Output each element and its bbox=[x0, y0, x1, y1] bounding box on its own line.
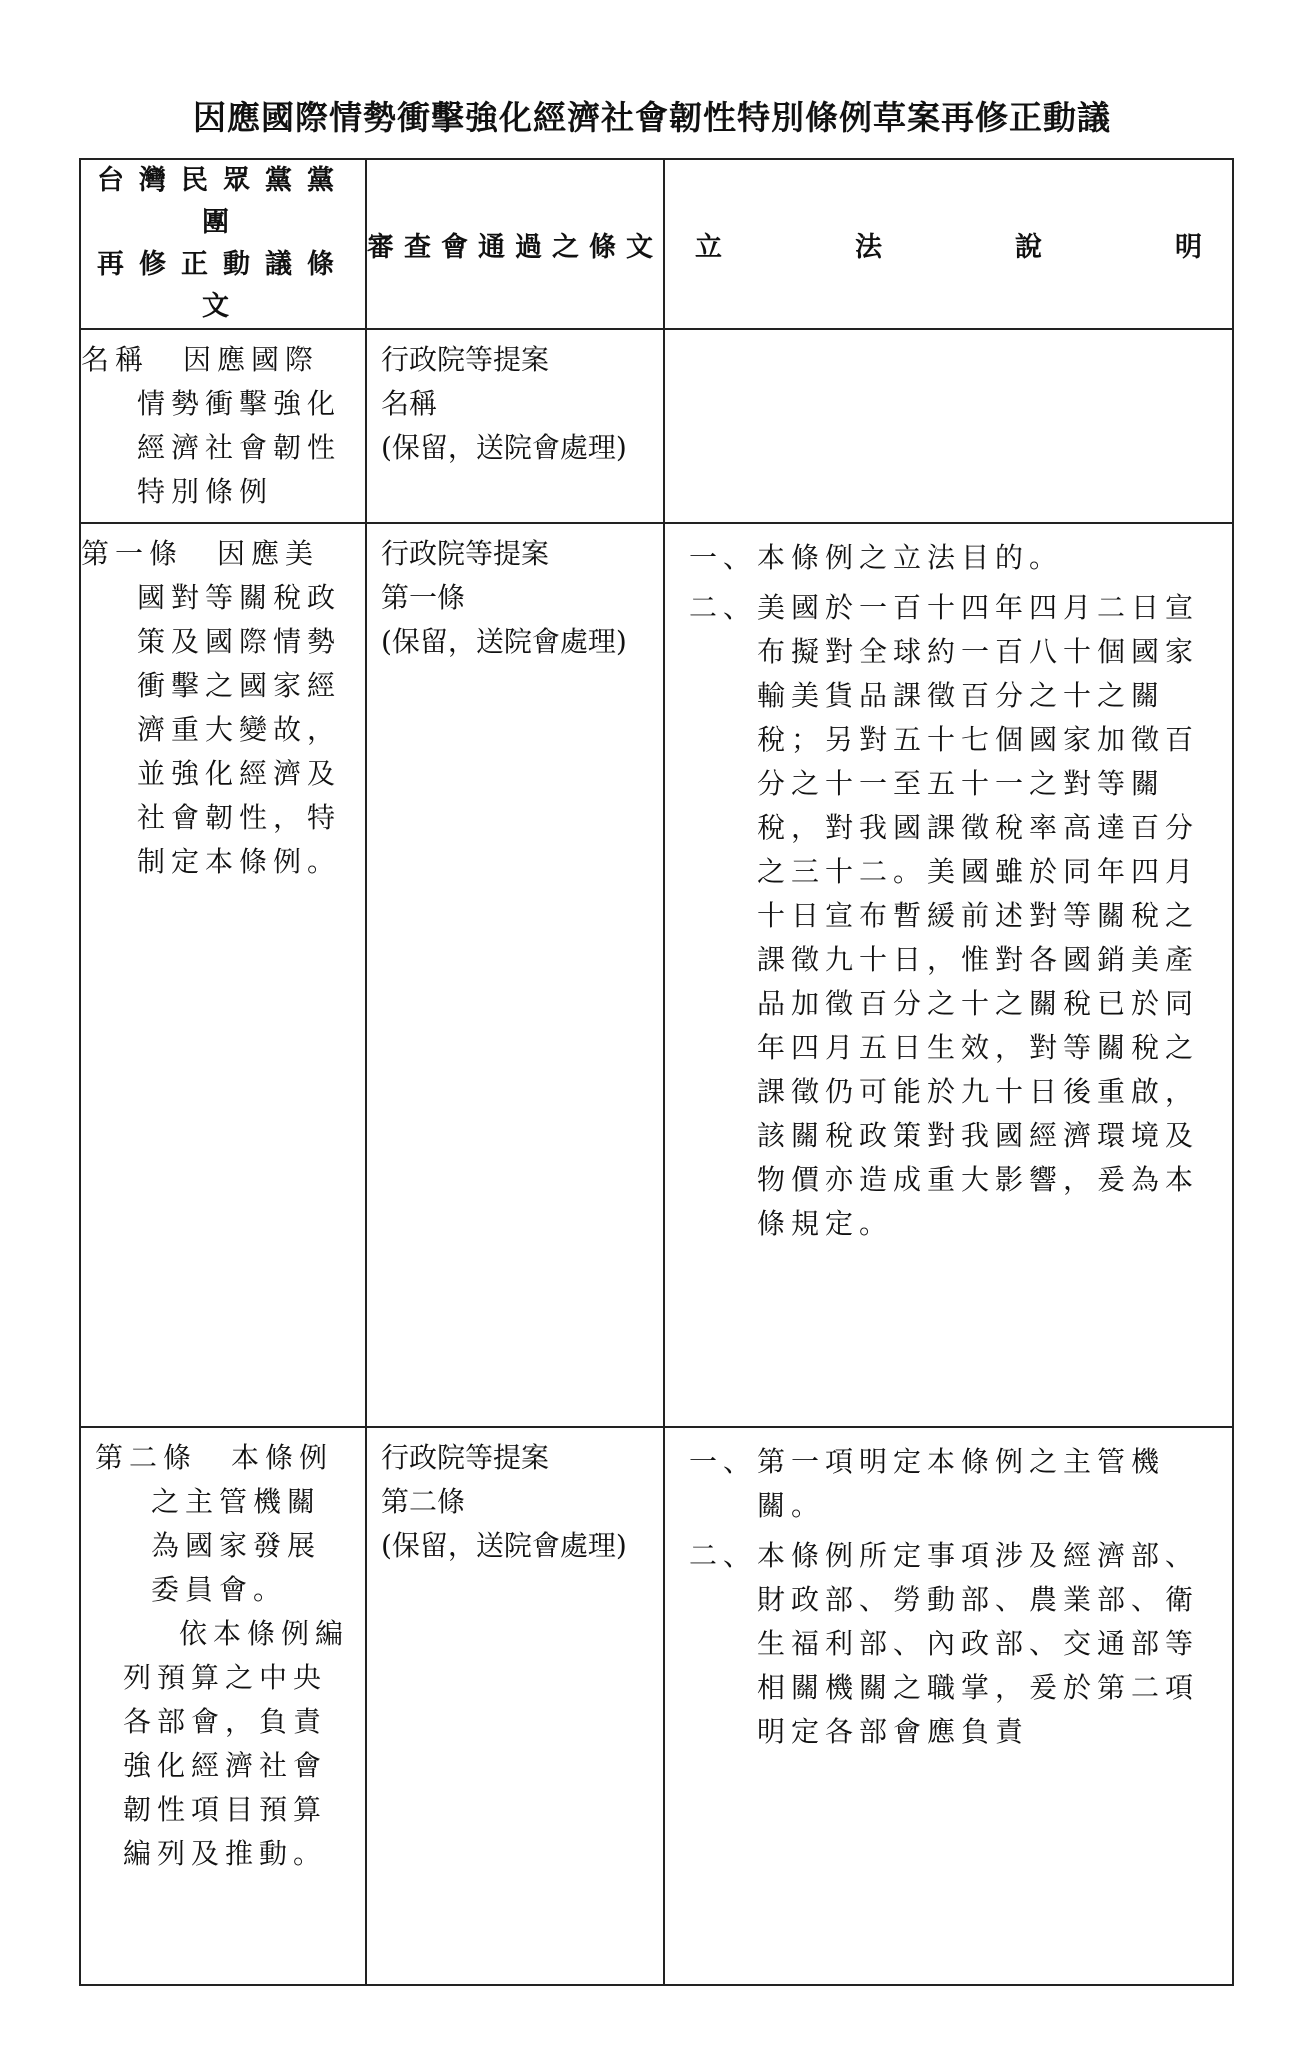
header-explain-char-1: 立 bbox=[695, 231, 722, 263]
review-status: (保留，送院會處理) bbox=[381, 431, 627, 464]
item-text: 本條例之立法目的。 bbox=[757, 541, 1064, 574]
review-cell bbox=[366, 1427, 664, 1985]
table-row bbox=[80, 1427, 1233, 1985]
table-row bbox=[80, 329, 1233, 523]
header-explain-char-4: 明 bbox=[1175, 231, 1202, 263]
review-proposer: 行政院等提案 bbox=[381, 537, 550, 570]
review-status: (保留，送院會處理) bbox=[381, 625, 627, 658]
explanation-cell bbox=[664, 329, 1233, 523]
amendment-paragraph: 依本條例編列預算之中央各部會，負責強化經濟社會韌性項目預算編列及推動。 bbox=[123, 1617, 350, 1870]
item-number: 二、 bbox=[689, 1539, 758, 1572]
explanation-cell bbox=[664, 523, 1233, 1427]
amendment-cell bbox=[80, 329, 366, 523]
explanation-item bbox=[689, 1534, 1216, 1754]
header-explain-char-3: 說 bbox=[1015, 231, 1042, 263]
item-text: 第一項明定本條例之主管機關。 bbox=[757, 1445, 1166, 1522]
header-amendment-articles bbox=[80, 159, 366, 329]
review-article: 第一條 bbox=[381, 581, 466, 614]
review-cell bbox=[366, 523, 664, 1427]
table-row bbox=[80, 523, 1233, 1427]
item-number: 一、 bbox=[689, 1445, 758, 1478]
amendment-cell bbox=[80, 1427, 366, 1985]
table-header-row bbox=[80, 159, 1233, 329]
explanation-item bbox=[689, 1440, 1216, 1528]
explanation-item bbox=[689, 536, 1216, 580]
header-explain-char-2: 法 bbox=[855, 231, 882, 263]
review-status: (保留，送院會處理) bbox=[381, 1529, 627, 1562]
header-amendment-line1: 台灣民眾黨黨團 bbox=[97, 165, 349, 238]
item-text: 美國於一百十四年四月二日宣布擬對全球約一百八十個國家輸美貨品課徵百分之十之關稅；另對五十七個國家加徵百分之十一至五十一之對等關稅，對我國課徵稅率高達百分之三十二。美國雖於同年四月十日宣布暫緩前述對等關稅之課徵九十日，惟對各國銷美產品加徵百分之十之關稅已於同年四月五日生效，對等關稅之課徵仍可能於九十日後重啟，該關稅政策對我國經濟環境及物價亦造成重大影響，爰為本條規定。 bbox=[757, 591, 1200, 1240]
header-legislative-explanation bbox=[664, 159, 1233, 329]
amendment-text: 第一條 因應美國對等關稅政策及國際情勢衝擊之國家經濟重大變故，並強化經濟及社會韌性，特制定本條例。 bbox=[81, 537, 342, 878]
explanation-item bbox=[689, 586, 1216, 1246]
item-number: 二、 bbox=[689, 591, 758, 624]
header-amendment-line2: 再修正動議條文 bbox=[97, 249, 349, 322]
amendment-text: 第二條 本條例之主管機關為國家發展委員會。 bbox=[95, 1441, 334, 1606]
review-article: 名稱 bbox=[381, 387, 438, 420]
document-title: 因應國際情勢衝擊強化經濟社會韌性特別條例草案再修正動議 bbox=[193, 98, 1111, 137]
review-article: 第二條 bbox=[381, 1485, 466, 1518]
review-proposer: 行政院等提案 bbox=[381, 1441, 550, 1474]
review-proposer: 行政院等提案 bbox=[381, 343, 550, 376]
header-review-articles: 審查會通過之條文 bbox=[366, 159, 664, 329]
review-cell bbox=[366, 329, 664, 523]
amendment-text: 名稱 因應國際情勢衝擊強化經濟社會韌性特別條例 bbox=[81, 343, 342, 508]
explanation-cell bbox=[664, 1427, 1233, 1985]
item-number: 一、 bbox=[689, 541, 758, 574]
comparison-table bbox=[79, 158, 1234, 1986]
item-text: 本條例所定事項涉及經濟部、財政部、勞動部、農業部、衛生福利部、內政部、交通部等相關機關之職掌，爰於第二項明定各部會應負責 bbox=[757, 1539, 1200, 1748]
amendment-cell bbox=[80, 523, 366, 1427]
